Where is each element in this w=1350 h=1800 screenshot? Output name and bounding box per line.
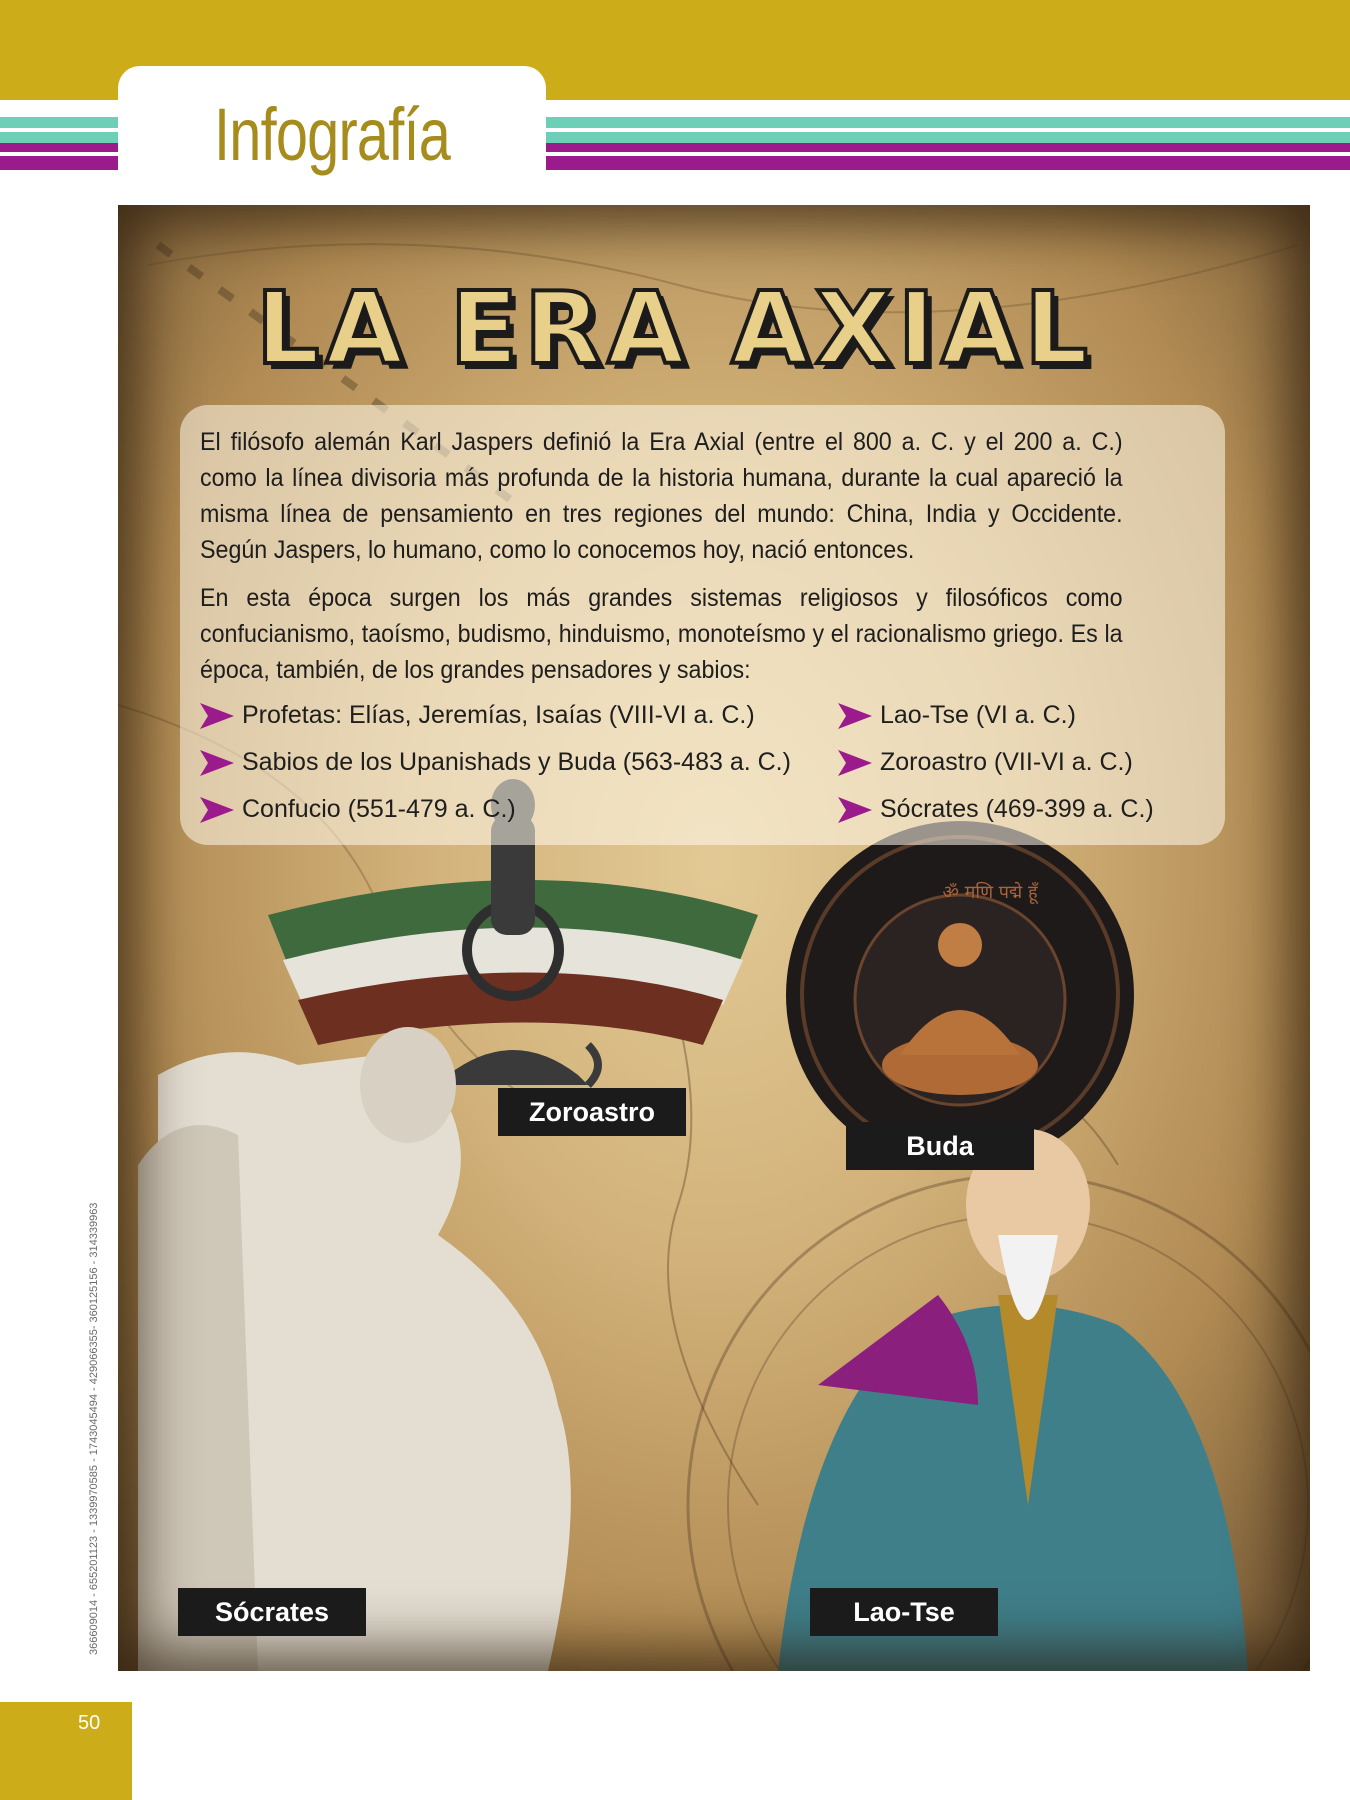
list-item-text: Zoroastro (VII-VI a. C.) bbox=[880, 748, 1133, 776]
arrow-bullet-icon bbox=[200, 701, 234, 731]
caption-buda: Buda bbox=[846, 1122, 1034, 1170]
poster-title: LA ERA AXIAL bbox=[255, 270, 1095, 387]
list-item bbox=[838, 786, 1154, 833]
list-item-text: Lao-Tse (VI a. C.) bbox=[880, 701, 1076, 729]
list-item bbox=[200, 739, 791, 786]
caption-socrates: Sócrates bbox=[178, 1588, 366, 1636]
side-isbn-code: 366609014 - 655201123 - 1339970585 - 1743045494 - 429066355- 360125156 - 314339963 bbox=[88, 1202, 100, 1655]
caption-laotse: Lao-Tse bbox=[810, 1588, 998, 1636]
thinkers-list-left bbox=[200, 692, 791, 833]
statue-head bbox=[360, 1027, 456, 1143]
section-title: Infografía bbox=[214, 93, 451, 176]
caption-zoroastro: Zoroastro bbox=[498, 1088, 686, 1136]
buddha-head bbox=[938, 923, 982, 967]
faravahar-tail bbox=[438, 1050, 588, 1085]
fan bbox=[818, 1295, 978, 1405]
intro-paragraph-1: El filósofo alemán Karl Jaspers definió la Era Axial (entre el 800 a. C. y el 200 a. C.) como la línea divisoria más profunda de la historia humana, durante la cual apareció la misma línea de pensamiento en tres regiones del mundo: China, India y Occidente. Según Jaspers, lo humano, como lo conocemos hoy, nació entonces. bbox=[200, 428, 1123, 564]
buddha-medallion bbox=[786, 821, 1134, 1169]
arrow-bullet-icon bbox=[200, 795, 234, 825]
list-item bbox=[200, 786, 791, 833]
intro-paragraph-2: En esta época surgen los más grandes sistemas religiosos y filosóficos como confucianismo, taoísmo, budismo, hinduismo, monoteísmo y el racionalismo griego. Es la época, también, de los grandes pensadores y sabios: bbox=[200, 584, 1123, 684]
list-item-text: Sócrates (469-399 a. C.) bbox=[880, 795, 1154, 823]
list-item bbox=[838, 692, 1154, 739]
list-item-text: Sabios de los Upanishads y Buda (563-483 a. C.) bbox=[242, 748, 791, 776]
list-item-text: Profetas: Elías, Jeremías, Isaías (VIII-VI a. C.) bbox=[242, 701, 755, 729]
arrow-bullet-icon bbox=[838, 795, 872, 825]
medallion-mantra: ॐ मणि पद्मे हूँ bbox=[942, 882, 1038, 903]
thinkers-list-right bbox=[838, 692, 1154, 833]
arrow-bullet-icon bbox=[838, 701, 872, 731]
page-number: 50 bbox=[78, 1712, 101, 1734]
list-item-text: Confucio (551-479 a. C.) bbox=[242, 795, 516, 823]
list-item bbox=[200, 692, 791, 739]
arrow-bullet-icon bbox=[838, 748, 872, 778]
page-number-tab bbox=[0, 1702, 132, 1800]
arrow-bullet-icon bbox=[200, 748, 234, 778]
list-item bbox=[838, 739, 1154, 786]
